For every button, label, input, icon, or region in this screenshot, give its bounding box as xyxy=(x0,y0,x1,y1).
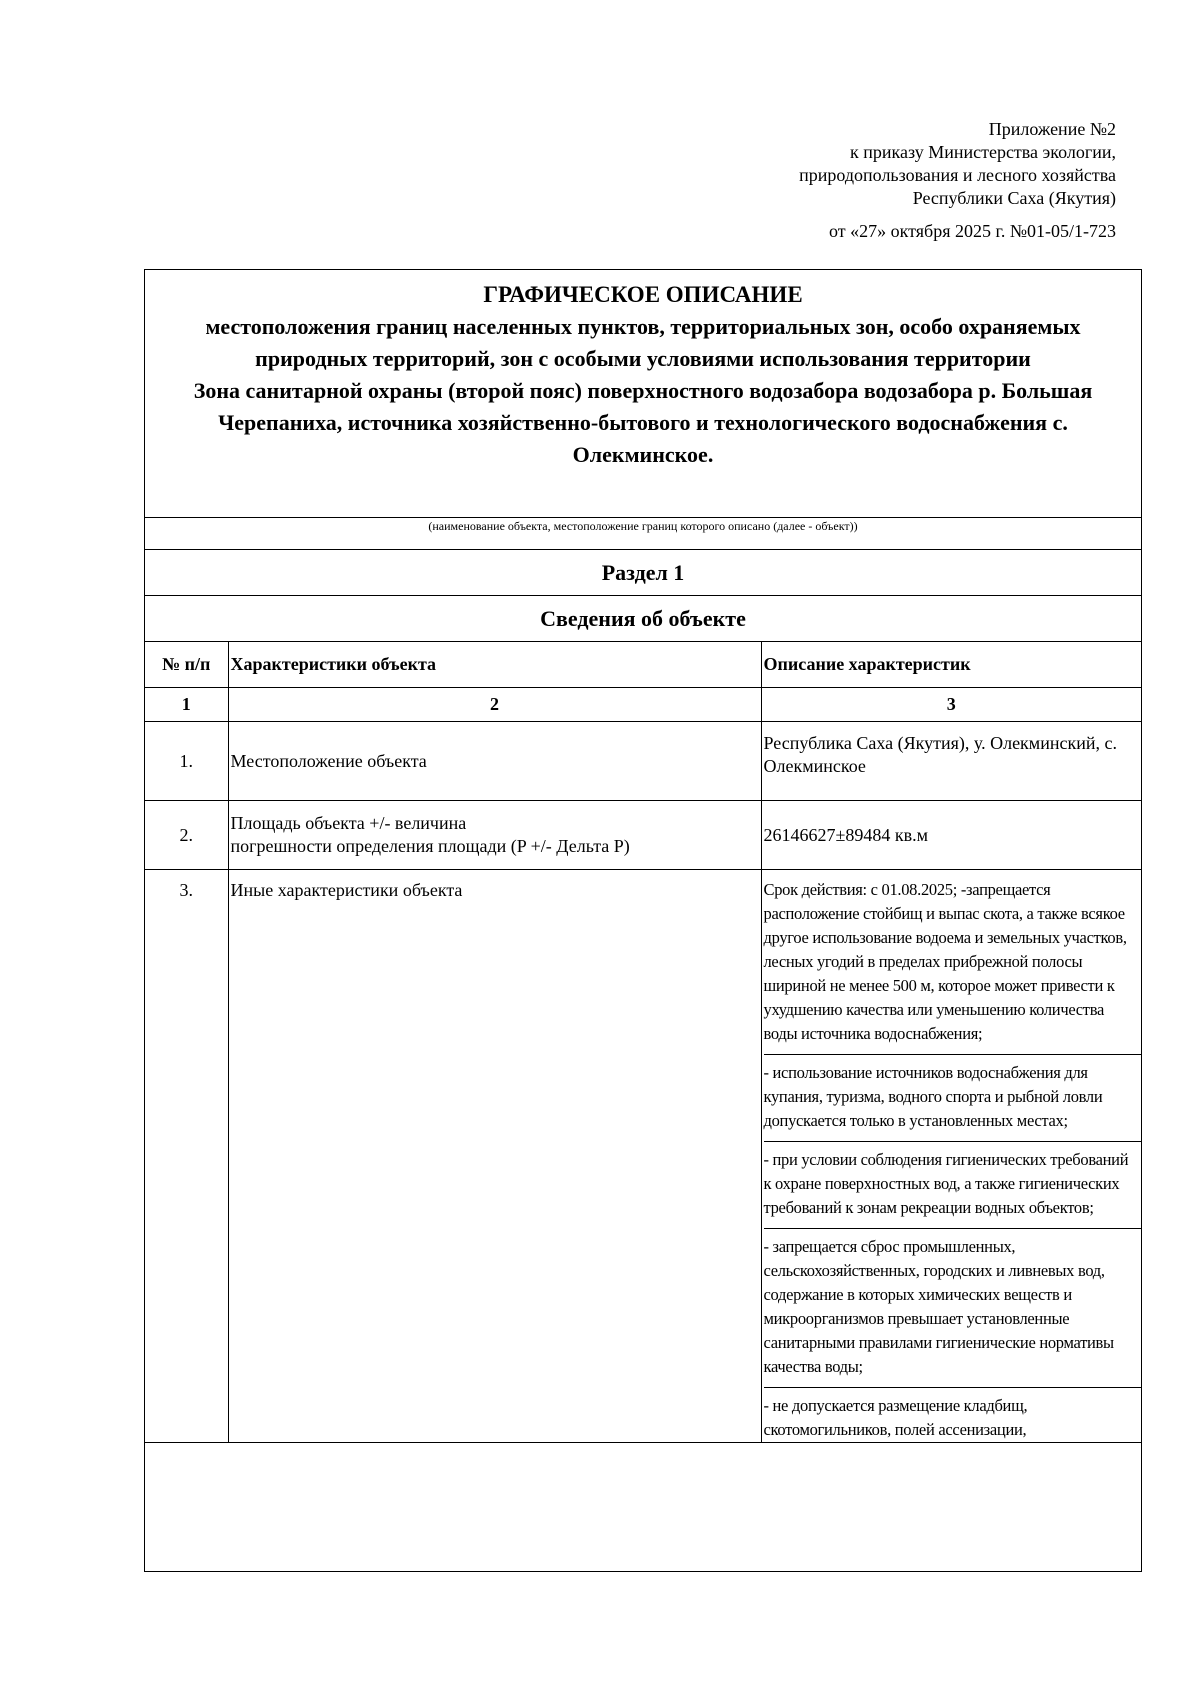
row-characteristic-line: Площадь объекта +/- величина xyxy=(230,813,467,833)
row-description xyxy=(761,870,1141,1443)
row-number: 3. xyxy=(145,870,228,1443)
column-index-row xyxy=(145,688,1141,722)
column-index: 2 xyxy=(228,688,761,722)
object-name: Зона санитарной охраны (второй пояс) поверхностного водозабора водозабора р. Большая Черепаниха, источника хозяйственно-бытового и технологического водоснабжения с. Олекминское. xyxy=(193,378,1093,467)
document-subtitle: местоположения границ населенных пунктов, территориальных зон, особо охраняемых природных территорий, зон с особыми условиями использования территории xyxy=(205,314,1081,371)
table-row xyxy=(145,870,1141,1443)
row-number: 1. xyxy=(145,722,228,801)
restriction-paragraph: - при условии соблюдения гигиенических требований к охране поверхностных вод, а также гигиенических требований к зонам рекреации водных объектов; xyxy=(764,1141,1142,1220)
row-description: Республика Саха (Якутия), у. Олекминский, с. Олекминское xyxy=(761,722,1141,801)
document-title: ГРАФИЧЕСКОЕ ОПИСАНИЕ xyxy=(483,282,803,307)
document-frame xyxy=(144,269,1142,1572)
row-number: 2. xyxy=(145,801,228,870)
object-info-table xyxy=(145,642,1141,1443)
restriction-paragraph: - использование источников водоснабжения для купания, туризма, водного спорта и рыбной ловли допускается только в установленных местах; xyxy=(764,1054,1142,1133)
table-row xyxy=(145,801,1141,870)
row-characteristic: Местоположение объекта xyxy=(228,722,761,801)
table-header-row xyxy=(145,642,1141,688)
row-characteristic-line: погрешности определения площади (P +/- Дельта P) xyxy=(230,836,630,856)
restriction-paragraph: - запрещается сброс промышленных, сельскохозяйственных, городских и ливневых вод, содержание в которых химических веществ и микроорганизмов превышает установленные санитарными правилами гигиенические нормативы качества воды; xyxy=(764,1228,1142,1379)
approval-line: к приказу Министерства экологии, xyxy=(849,142,1116,162)
section-title: Раздел 1 xyxy=(145,550,1141,596)
title-block xyxy=(145,270,1141,518)
approval-line: Приложение №2 xyxy=(988,119,1116,139)
restriction-paragraph: - не допускается размещение кладбищ, скотомогильников, полей ассенизации, xyxy=(764,1387,1142,1442)
column-header-description: Описание характеристик xyxy=(761,642,1141,688)
approval-line: природопользования и лесного хозяйства xyxy=(799,165,1116,185)
row-characteristic xyxy=(228,801,761,870)
section-subtitle: Сведения об объекте xyxy=(145,596,1141,642)
approval-date: от «27» октября 2025 г. №01-05/1-723 xyxy=(829,221,1116,241)
restriction-paragraph: Срок действия: с 01.08.2025; -запрещается расположение стойбищ и выпас скота, а также всякое другое использование водоема и земельных участков, лесных угодий в пределах прибрежной полосы шириной не менее 500 м, которое может привести к ухудшению качества или уменьшению количества воды источника водоснабжения; xyxy=(763,880,1127,1043)
table-row xyxy=(145,722,1141,801)
column-index: 3 xyxy=(761,688,1141,722)
column-header-number: № п/п xyxy=(145,642,228,688)
row-description: 26146627±89484 кв.м xyxy=(761,801,1141,870)
approval-block xyxy=(799,118,1116,243)
approval-line: Республики Саха (Якутия) xyxy=(912,188,1116,208)
object-note: (наименование объекта, местоположение границ которого описано (далее - объект)) xyxy=(145,518,1141,550)
row-characteristic: Иные характеристики объекта xyxy=(228,870,761,1443)
column-index: 1 xyxy=(145,688,228,722)
column-header-characteristic: Характеристики объекта xyxy=(228,642,761,688)
